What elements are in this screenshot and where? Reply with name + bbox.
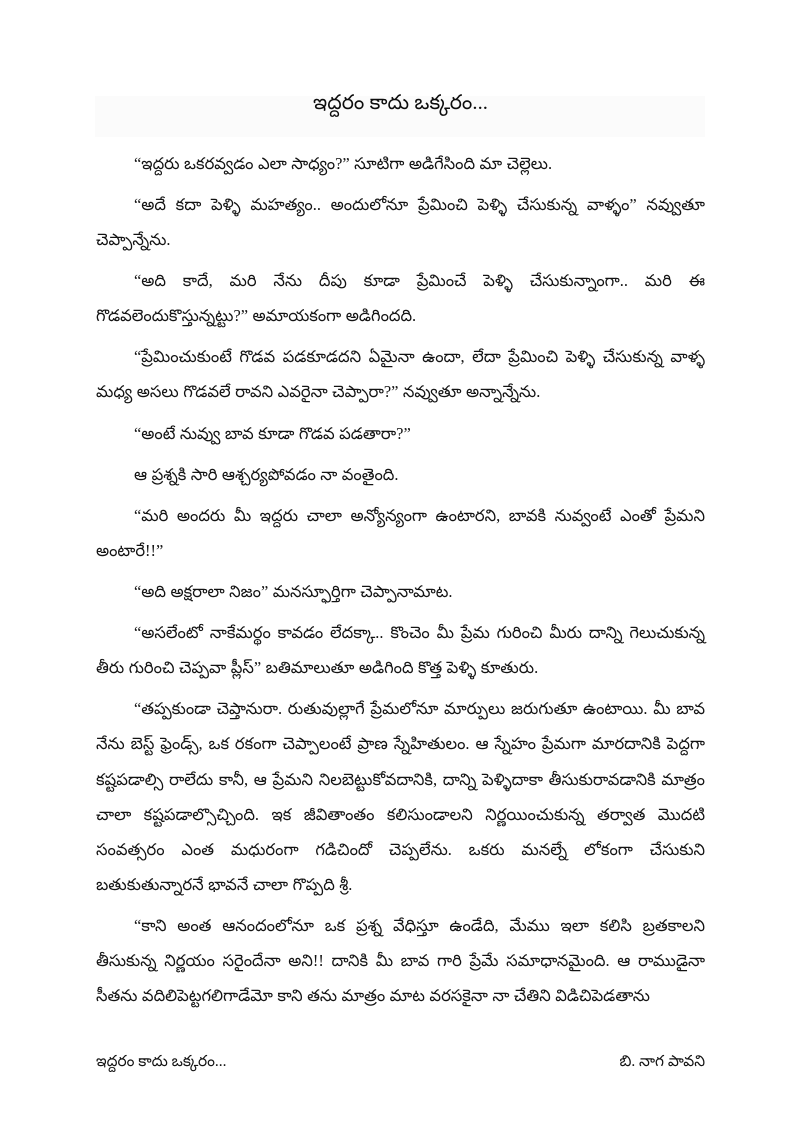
footer-running-title: ఇద్దరం కాదు ఒక్కరం... (96, 1053, 227, 1070)
footer-author-name: బి. నాగ పావని (619, 1053, 705, 1070)
body-paragraph: “అది అక్షరాలా నిజం” మనస్ఫూర్తిగా చెప్పానామాట. (134, 581, 453, 601)
body-paragraph: “మరి అందరు మీ ఇద్దరు చాలా అన్యోన్యంగా ఉంటారని, బావకి నువ్వంటే ఎంతో ప్రేమని అంటారే!!” (96, 505, 705, 560)
body-paragraph: “ప్రేమించుకుంటే గొడవ పడకూడదని ఏమైనా ఉందా, లేదా ప్రేమించి పెళ్ళి చేసుకున్న వాళ్ళ మధ్య అసలు గొడవలే రావని ఎవరైనా చెప్పారా?” నవ్వుతూ అన్నాన్నేను. (96, 347, 705, 402)
page-footer (96, 1053, 705, 1074)
body-paragraph: “ఇద్దరు ఒకరవ్వడం ఎలా సాధ్యం?” సూటిగా అడిగేసింది మా చెల్లెలు. (134, 153, 553, 173)
document-body (96, 88, 705, 1013)
page-title: ఇద్దరం కాదు ఒక్కరం... (312, 92, 489, 114)
body-paragraph: “అదే కదా పెళ్ళి మహత్యం.. అందులోనూ ప్రేమించి పెళ్ళి చేసుకున్న వాళ్ళం” నవ్వుతూ చెప్పాన్నేను. (96, 194, 705, 249)
body-paragraph: “అసలేంటో నాకేమర్థం కావడం లేదక్కా.. కొంచెం మీ ప్రేమ గురించి మీరు దాన్ని గెలుచుకున్న తీరు గురించి చెప్పవా ప్లీస్” బతిమాలుతూ అడిగింది కొత్త పెళ్ళి కూతురు. (96, 623, 705, 678)
body-paragraph: “కాని అంత ఆనందంలోనూ ఒక ప్రశ్న వేధిస్తూ ఉండేది, మేము ఇలా కలిసి బ్రతకాలని తీసుకున్న నిర్ణయం సరైందేనా అని!! దానికి మీ బావ గారి ప్రేమే సమాధానమైంది. ఆ రాముడైనా సీతను వదిలిపెట్టగలిగాడేమో కాని తను మాత్రం మాట వరసకైనా నా చేతిని విడిచిపెడతాను (96, 915, 705, 1006)
body-paragraph: “అది కాదే, మరి నేను దీపు కూడా ప్రేమించే పెళ్ళి చేసుకున్నాంగా.. మరి ఈ గొడవలెందుకొస్తున్నట్టు?” అమాయకంగా అడిగిందది. (96, 271, 705, 326)
body-paragraph: ఆ ప్రశ్నకి సారి ఆశ్చర్యపోవడం నా వంతైంది. (134, 464, 399, 484)
body-paragraph: “తప్పకుండా చెప్తానురా. రుతువుల్లాగే ప్రేమలోనూ మార్పులు జరుగుతూ ఉంటాయి. మీ బావ నేను బెస్ట్ ఫ్రెండ్స్, ఒక రకంగా చెప్పాలంటే ప్రాణ స్నేహితులం. ఆ స్నేహం ప్రేమగా మారదానికి పెద్దగా కష్టపడాల్సి రాలేదు కానీ, ఆ ప్రేమని నిలబెట్టుకోవదానికి, దాన్ని పెళ్ళిదాకా తీసుకురావడానికి మాత్రం చాలా కష్టపడాల్సొచ్చింది. ఇక జీవితాంతం కలిసుండాలని నిర్ణయించుకున్న తర్వాత మొదటి సంవత్సరం ఎంత మధురంగా గడిచిందో చెప్పలేను. ఒకరు మనల్నే లోకంగా చేసుకుని బతుకుతున్నారనే భావనే చాలా గొప్పది శ్రీ. (96, 699, 705, 894)
body-paragraph: “అంటే నువ్వు బావ కూడా గొడవ పడతారా?” (134, 423, 411, 443)
